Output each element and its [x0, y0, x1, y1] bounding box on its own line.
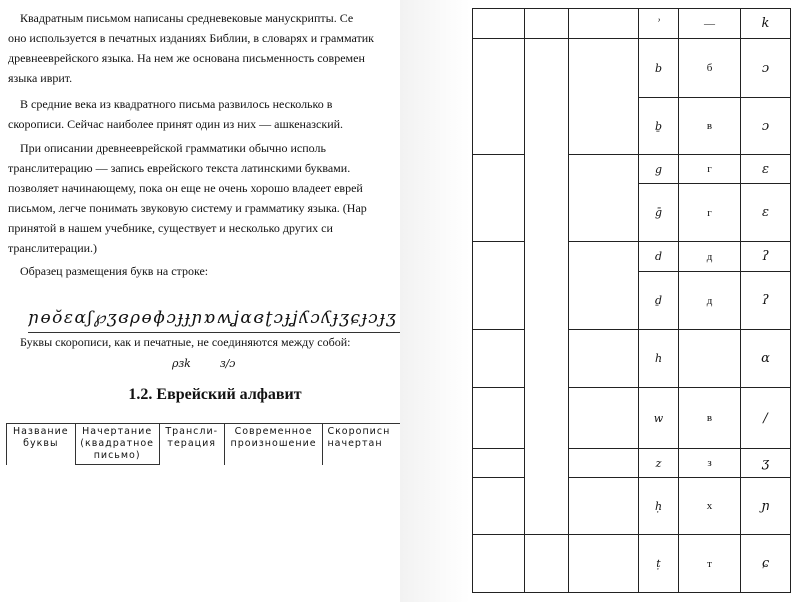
- cursive-cell: ɛ: [741, 155, 791, 184]
- cursive-cell: ɑ: [741, 330, 791, 388]
- modern-cell: г: [679, 184, 741, 242]
- spacer-cell: [569, 39, 639, 155]
- translit-cell: w: [639, 388, 679, 449]
- text-line: позволяет начинающему, пока он еще не очень хорошо владеет еврей: [8, 181, 363, 195]
- sample-intro: [8, 261, 400, 281]
- right-book-page: [472, 8, 800, 602]
- header-transliteration: [159, 424, 224, 465]
- spacer-cell: [569, 535, 639, 593]
- header-pronunciation: [224, 424, 323, 465]
- square-cell: [525, 9, 569, 39]
- cursive-cell: ɕ: [741, 535, 791, 593]
- table-row: [473, 39, 791, 98]
- text-line: языка иврит.: [8, 71, 73, 85]
- name-cell: [473, 388, 525, 449]
- name-cell: [473, 535, 525, 593]
- modern-cell: г: [679, 155, 741, 184]
- modern-cell: д: [679, 242, 741, 272]
- header-square-script: [75, 424, 159, 465]
- name-cell: [473, 449, 525, 478]
- modern-cell: х: [679, 478, 741, 535]
- translit-cell: ʾ: [639, 9, 679, 39]
- cursive-note: [8, 332, 400, 352]
- cursive-cell: ʔ: [741, 242, 791, 272]
- modern-cell: д: [679, 272, 741, 330]
- paragraph-2: [8, 94, 400, 134]
- spacer-cell: [569, 388, 639, 449]
- text-line: оно используется в печатных изданиях Библии, в словарях и грамматик: [8, 31, 374, 45]
- translit-cell: ṭ: [639, 535, 679, 593]
- cursive-example-2: ɜ/ɔ: [220, 357, 236, 370]
- spacer-cell: [569, 449, 639, 478]
- header-line: терация: [167, 438, 216, 449]
- header-cursive: [323, 424, 400, 465]
- cursive-cell: ɔ: [741, 98, 791, 155]
- cursive-cell: ʔ: [741, 272, 791, 330]
- text-line: В средние века из квадратного письма развилось несколько в: [20, 97, 333, 111]
- translit-cell: z: [639, 449, 679, 478]
- table-row: [473, 242, 791, 272]
- cursive-example-1: ρɜk: [172, 357, 191, 370]
- text-line: письмом, легче понимать звуковую систему и грамматику языка. (Нар: [8, 201, 367, 215]
- alphabet-table: [472, 8, 791, 593]
- table-row: [473, 535, 791, 593]
- page-gutter: [400, 0, 470, 602]
- translit-cell: ḇ: [639, 98, 679, 155]
- spacer-cell: [569, 155, 639, 242]
- header-line: письмо): [93, 450, 141, 461]
- header-line: начертан: [327, 438, 383, 449]
- table-row: [473, 449, 791, 478]
- modern-cell: —: [679, 9, 741, 39]
- translit-cell: ḏ: [639, 272, 679, 330]
- text-line: принятой в нашем учебнике, существует и несколько других си: [8, 221, 333, 235]
- table-row: [473, 330, 791, 388]
- text-line: При описании древнееврейской грамматики обычно исполь: [20, 141, 326, 155]
- table-row: [473, 388, 791, 449]
- header-line: произношение: [230, 438, 317, 449]
- cursive-note-text: Буквы скорописи, как и печатные, не соединяются между собой:: [20, 335, 351, 349]
- name-cell: [473, 330, 525, 388]
- translit-cell: ḥ: [639, 478, 679, 535]
- paragraph-3: [8, 138, 400, 258]
- spacer-cell: [569, 478, 639, 535]
- translit-cell: b: [639, 39, 679, 98]
- section-heading: 1.2. Еврейский алфавит: [128, 386, 302, 403]
- spacer-cell: [569, 242, 639, 330]
- cursive-cell: ɔ: [741, 39, 791, 98]
- header-line: (квадратное: [80, 438, 154, 449]
- text-line: древнееврейского языка. На нем же основана письменность современ: [8, 51, 365, 65]
- header-line: Трансли-: [165, 426, 219, 437]
- modern-cell: з: [679, 449, 741, 478]
- header-line: буквы: [23, 438, 59, 449]
- text-line: скорописи. Сейчас наиболее принят один из них — ашкеназский.: [8, 117, 344, 131]
- header-name: [7, 424, 76, 465]
- name-cell: [473, 39, 525, 155]
- header-line: Скорописн: [327, 426, 391, 437]
- header-line: Начертание: [82, 426, 153, 437]
- spacer-cell: [569, 9, 639, 39]
- spacer-cell: [569, 330, 639, 388]
- alphabet-header-table: [6, 423, 400, 465]
- cursive-cell: ɲ: [741, 478, 791, 535]
- cursive-cell: ɛ: [741, 184, 791, 242]
- name-cell: [473, 155, 525, 242]
- paragraph-1: [8, 8, 400, 88]
- cursive-sample-line: ɲɵŏɛɑʃ℘ʒɞρɵɸɔɟɟɲɒʍʝɑɞʈɔɟʝʎɔʎɟʒɕɟɔɟʒ: [28, 308, 400, 333]
- cursive-cell: ʒ: [741, 449, 791, 478]
- name-cell: [473, 242, 525, 330]
- table-row: [473, 155, 791, 184]
- modern-cell: т: [679, 535, 741, 593]
- translit-cell: g: [639, 155, 679, 184]
- text-line: транслитерации.): [8, 241, 98, 255]
- text-line: транслитерацию — запись еврейского текста латинскими буквами.: [8, 161, 351, 175]
- text-line: Квадратным письмом написаны средневековые манускрипты. Се: [20, 11, 354, 25]
- name-cell: [473, 9, 525, 39]
- modern-cell: в: [679, 388, 741, 449]
- square-cell: [525, 535, 569, 593]
- cursive-cell: /: [741, 388, 791, 449]
- name-cell: [473, 478, 525, 535]
- header-line: Название: [12, 426, 69, 437]
- modern-cell: б: [679, 39, 741, 98]
- table-row: [473, 478, 791, 535]
- translit-cell: d: [639, 242, 679, 272]
- sample-intro-text: Образец размещения букв на строке:: [20, 264, 209, 278]
- table-row: [473, 9, 791, 39]
- square-cell: [525, 39, 569, 535]
- modern-cell: [679, 330, 741, 388]
- cursive-cell: k: [741, 9, 791, 39]
- header-line: Современное: [234, 426, 313, 437]
- translit-cell: ḡ: [639, 184, 679, 242]
- modern-cell: в: [679, 98, 741, 155]
- translit-cell: h: [639, 330, 679, 388]
